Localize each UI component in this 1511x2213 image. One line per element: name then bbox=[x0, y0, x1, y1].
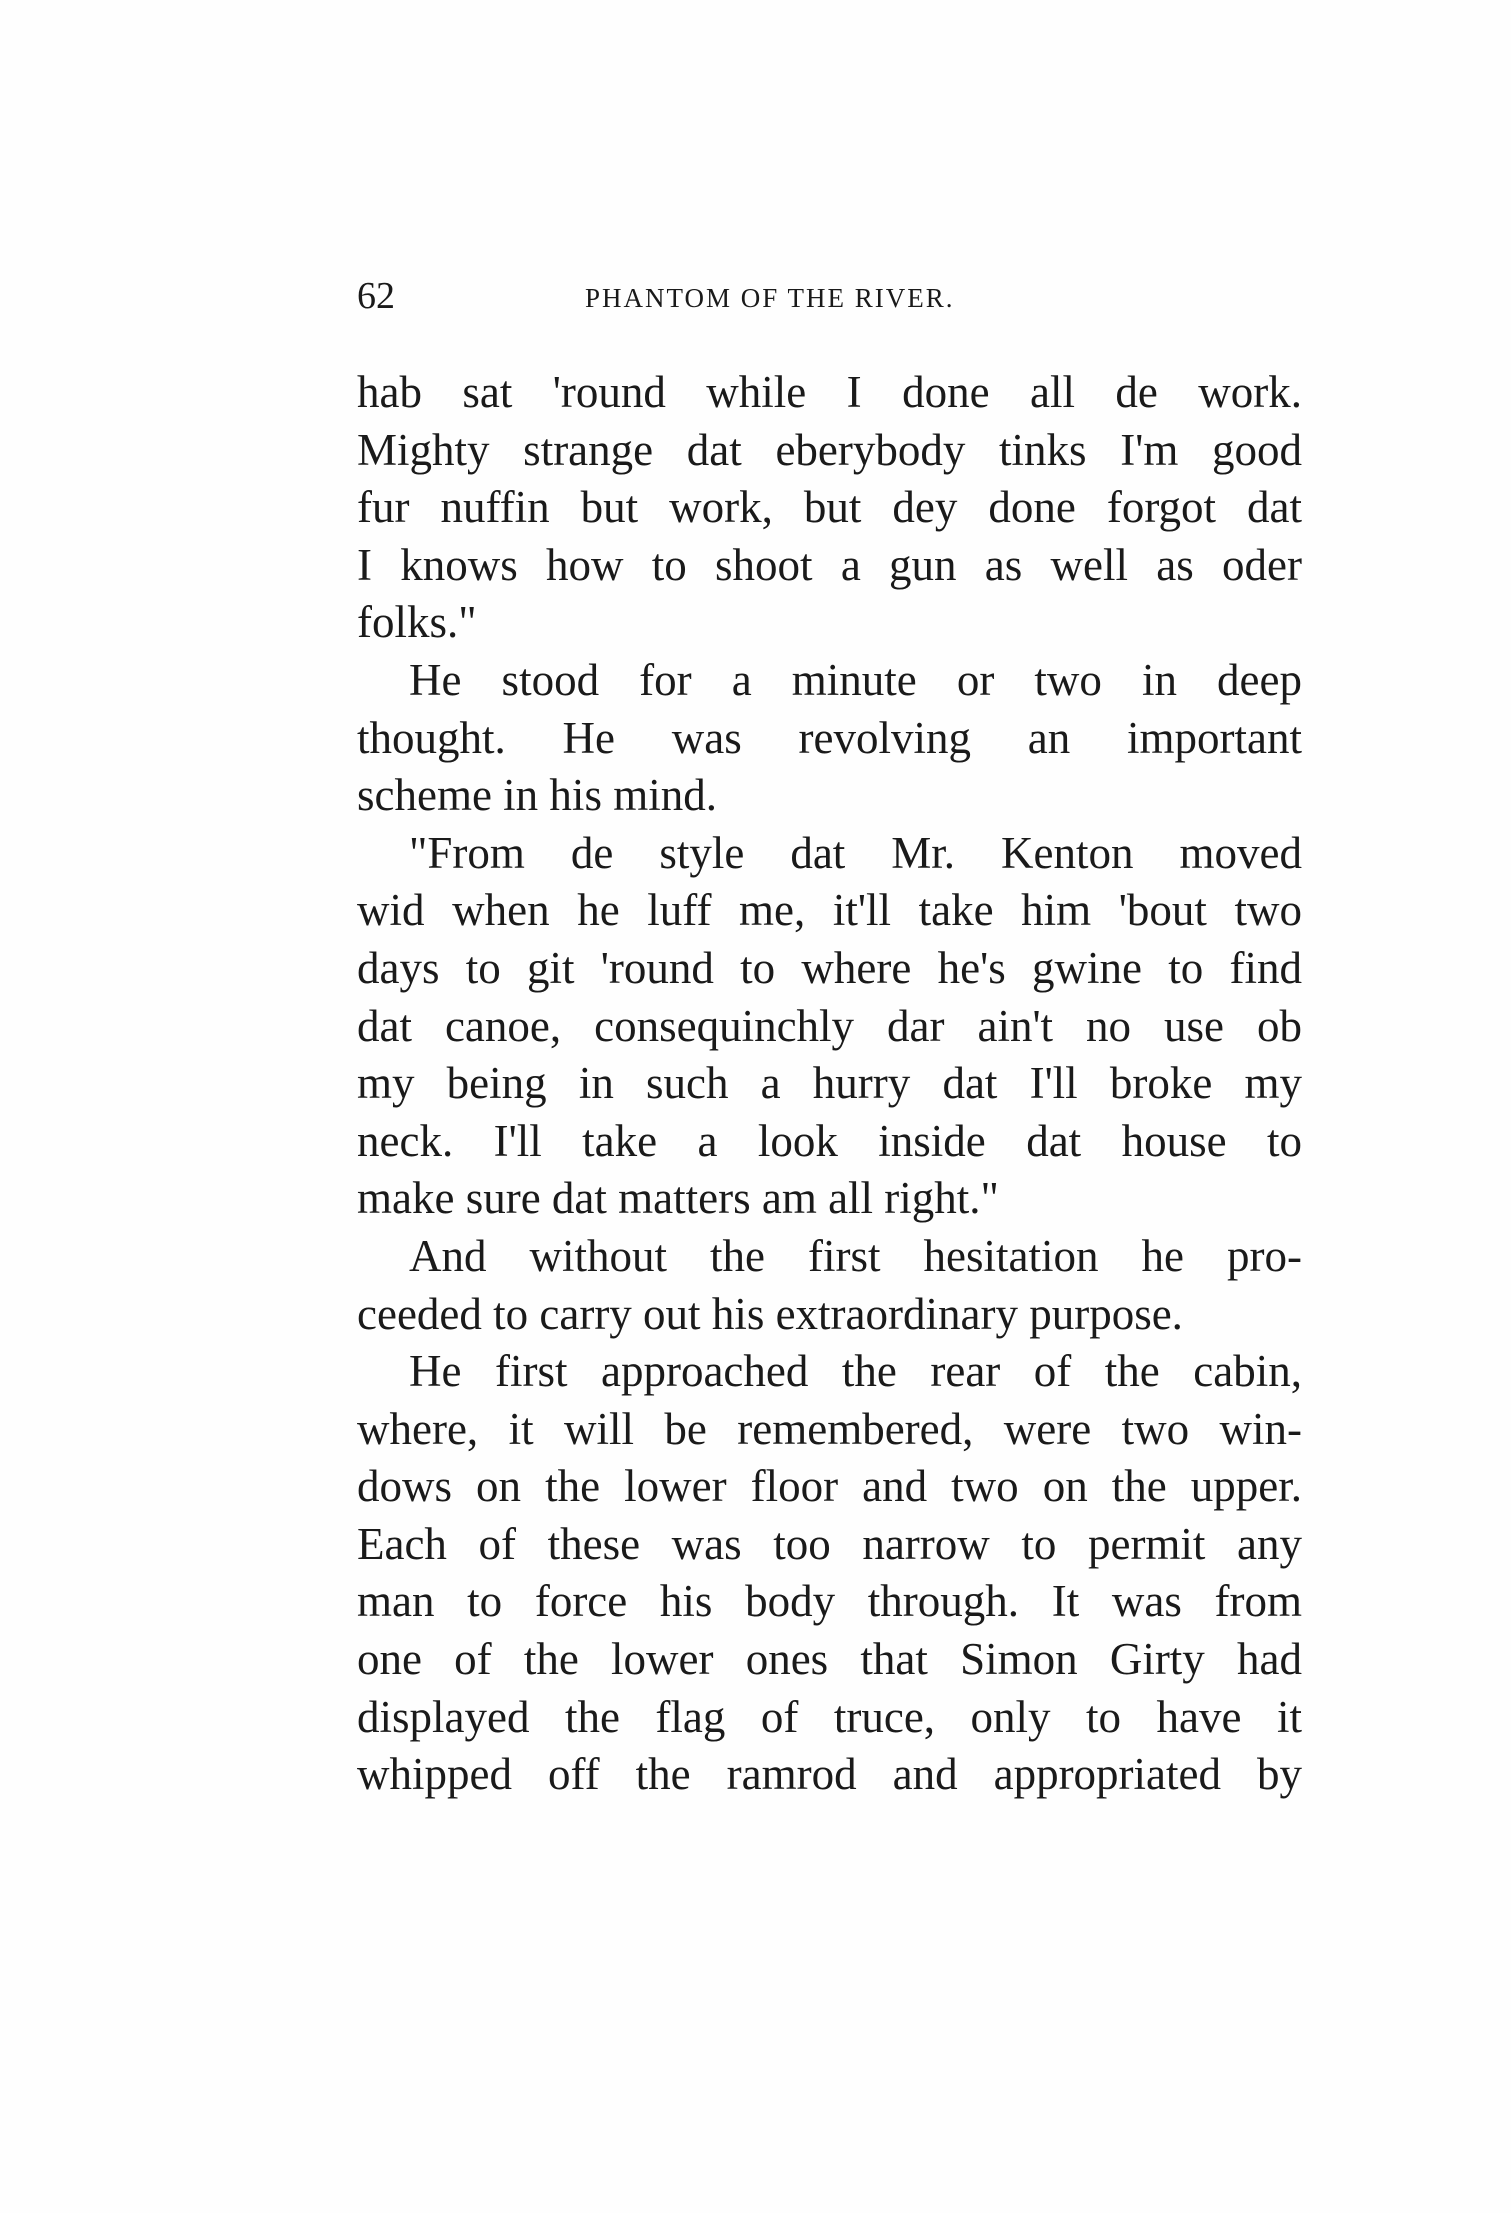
text-line: make sure dat matters am all right." bbox=[357, 1173, 999, 1224]
text-line: displayed the flag of truce, only to have it bbox=[357, 1691, 1302, 1742]
page-number: 62 bbox=[357, 275, 395, 317]
text-line: "From de style dat Mr. Kenton moved bbox=[409, 827, 1302, 878]
text-line: Each of these was too narrow to permit any bbox=[357, 1518, 1302, 1569]
text-line: thought. He was revolving an important bbox=[357, 712, 1302, 763]
running-title: PHANTOM OF THE RIVER. bbox=[585, 283, 955, 313]
text-line: man to force his body through. It was from bbox=[357, 1576, 1302, 1627]
text-line: dows on the lower floor and two on the upper. bbox=[357, 1461, 1302, 1512]
text-line: days to git 'round to where he's gwine to find bbox=[357, 942, 1302, 993]
text-line: I knows how to shoot a gun as well as oder bbox=[357, 539, 1302, 590]
text-line: neck. I'll take a look inside dat house to bbox=[357, 1115, 1302, 1166]
text-line: wid when he luff me, it'll take him 'bout two bbox=[357, 885, 1302, 936]
text-line: fur nuffin but work, but dey done forgot dat bbox=[357, 482, 1302, 533]
text-line: He stood for a minute or two in deep bbox=[409, 654, 1302, 705]
text-line: Mighty strange dat eberybody tinks I'm good bbox=[357, 424, 1302, 475]
text-line: one of the lower ones that Simon Girty had bbox=[357, 1634, 1302, 1685]
text-line: He first approached the rear of the cabin, bbox=[409, 1346, 1302, 1397]
text-line: my being in such a hurry dat I'll broke my bbox=[357, 1058, 1302, 1109]
text-line: scheme in his mind. bbox=[357, 770, 717, 821]
text-line: ceeded to carry out his extraordinary purpose. bbox=[357, 1288, 1183, 1339]
text-line: dat canoe, consequinchly dar ain't no use ob bbox=[357, 1000, 1302, 1051]
text-line: folks." bbox=[357, 597, 477, 648]
text-line: hab sat 'round while I done all de work. bbox=[357, 367, 1302, 417]
running-head bbox=[357, 272, 1302, 320]
body-text bbox=[357, 364, 1302, 1804]
text-line: And without the first hesitation he pro- bbox=[409, 1230, 1302, 1281]
text-line: whipped off the ramrod and appropriated by bbox=[357, 1749, 1302, 1800]
text-line: where, it will be remembered, were two win- bbox=[357, 1403, 1302, 1454]
